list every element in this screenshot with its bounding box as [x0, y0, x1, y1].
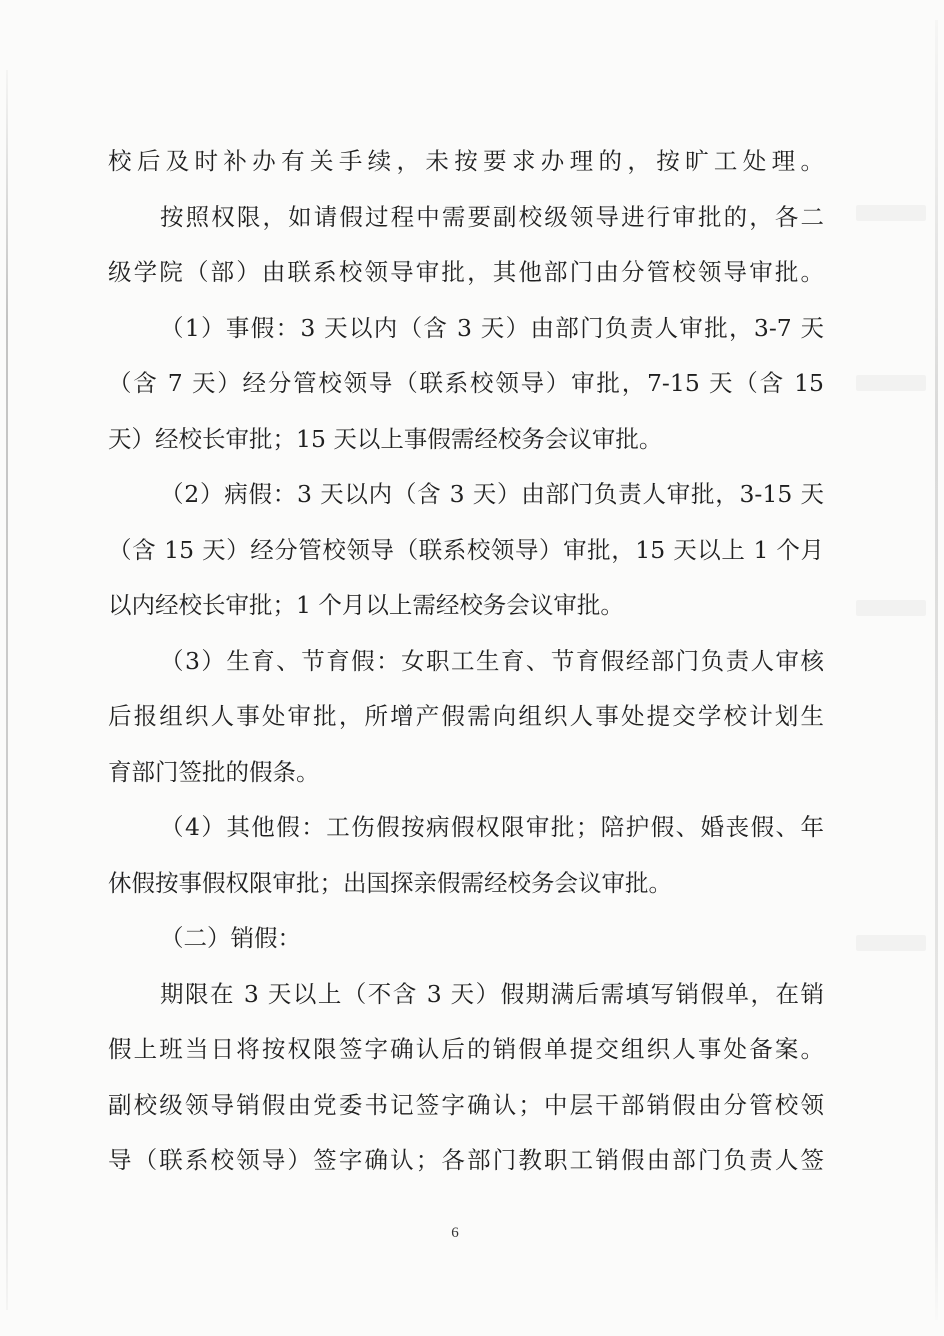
section-heading: （二）销假： [160, 924, 301, 952]
text-line: （含 7 天）经分管校领导（联系校领导）审批，7-15 天（含 15 [108, 369, 824, 397]
bleed-through-mark [856, 935, 926, 951]
bleed-through-mark [856, 375, 926, 391]
text-line: 休假按事假权限审批；出国探亲假需经校务会议审批。 [108, 868, 672, 897]
text-line: （含 15 天）经分管校领导（联系校领导）审批，15 天以上 1 个月 [108, 535, 824, 564]
text-line: 导（联系校领导）签字确认；各部门教职工销假由部门负责人签 [108, 1146, 824, 1174]
text-line: （4）其他假：工伤假按病假权限审批；陪护假、婚丧假、年 [160, 813, 824, 841]
text-line: 假上班当日将按权限签字确认后的销假单提交组织人事处备案。 [108, 1035, 824, 1063]
text-line: 以内经校长审批；1 个月以上需经校务会议审批。 [108, 591, 624, 619]
text-line: 校后及时补办有关手续，未按要求办理的，按旷工处理。 [108, 147, 824, 175]
text-line: （2）病假：3 天以内（含 3 天）由部门负责人审批，3-15 天 [160, 480, 824, 508]
bleed-through-mark [856, 205, 926, 221]
bleed-through-mark [856, 600, 926, 616]
text-line: （3）生育、节育假：女职工生育、节育假经部门负责人审核 [160, 646, 824, 675]
text-line: 按照权限，如请假过程中需要副校级领导进行审批的，各二 [160, 202, 824, 231]
text-line: 育部门签批的假条。 [108, 757, 320, 786]
text-line: 期限在 3 天以上（不含 3 天）假期满后需填写销假单，在销 [160, 979, 824, 1008]
text-line: 副校级领导销假由党委书记签字确认；中层干部销假由分管校领 [108, 1090, 824, 1119]
text-line: （1）事假：3 天以内（含 3 天）由部门负责人审批，3-7 天 [160, 313, 824, 342]
text-line: 后报组织人事处审批，所增产假需向组织人事处提交学校计划生 [108, 702, 824, 730]
page-number: 6 [451, 1225, 459, 1241]
text-line: 天）经校长审批；15 天以上事假需经校务会议审批。 [108, 424, 663, 453]
scan-edge-left [6, 70, 8, 1310]
text-line: 级学院（部）由联系校领导审批，其他部门由分管校领导审批。 [108, 258, 824, 286]
scan-edge-right [935, 20, 938, 1320]
body-text [108, 138, 824, 1193]
